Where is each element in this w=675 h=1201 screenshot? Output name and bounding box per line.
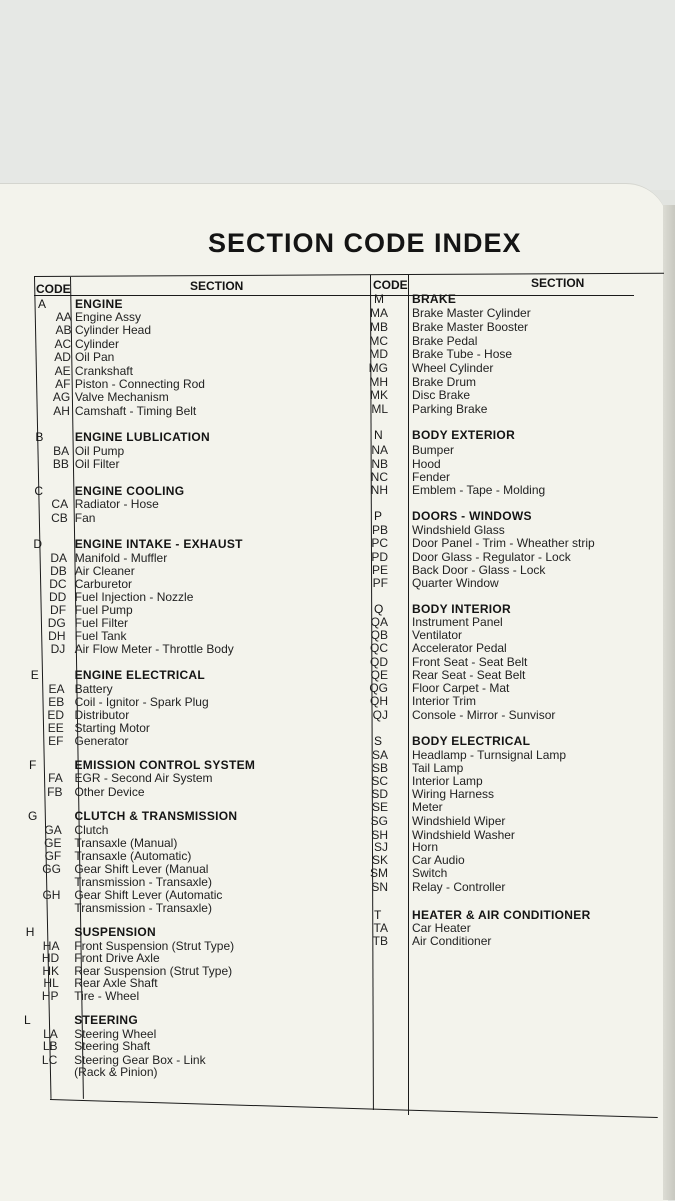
table-header-divider bbox=[34, 295, 634, 296]
section-name: Crankshaft bbox=[74, 364, 133, 378]
section-name: Camshaft - Timing Belt bbox=[74, 404, 197, 418]
section-code: HA bbox=[42, 939, 60, 953]
section-group-title: EMISSION CONTROL SYSTEM bbox=[74, 758, 256, 772]
section-name: Air Flow Meter - Throttle Body bbox=[74, 642, 234, 656]
section-code: FA bbox=[48, 771, 63, 785]
section-name: Steering Gear Box - Link bbox=[74, 1053, 206, 1067]
section-name: Floor Carpet - Mat bbox=[412, 681, 510, 695]
section-code: Q bbox=[374, 602, 384, 616]
section-name: Headlamp - Turnsignal Lamp bbox=[412, 748, 567, 762]
section-code: GA bbox=[44, 823, 62, 837]
section-name: Gear Shift Lever (Manual bbox=[74, 862, 209, 876]
section-code: A bbox=[38, 297, 47, 311]
section-name: Door Panel - Trim - Wheather strip bbox=[412, 536, 595, 550]
section-code: C bbox=[34, 484, 44, 498]
section-name: Brake Pedal bbox=[412, 334, 478, 348]
section-code: DA bbox=[50, 551, 68, 565]
section-name: Generator bbox=[74, 734, 129, 748]
section-name: Fan bbox=[74, 511, 96, 525]
section-code: SA bbox=[371, 748, 388, 762]
section-name: Windshield Wiper bbox=[412, 814, 506, 828]
section-name: Oil Pan bbox=[74, 350, 115, 364]
section-name: Oil Filter bbox=[74, 457, 120, 471]
section-code: QC bbox=[370, 641, 388, 655]
section-code: DF bbox=[50, 603, 67, 617]
section-group-title: STEERING bbox=[74, 1013, 138, 1027]
section-name: Battery bbox=[74, 682, 113, 696]
section-code: CA bbox=[51, 497, 69, 511]
section-code: HP bbox=[41, 989, 59, 1003]
section-name: Manifold - Muffler bbox=[74, 551, 168, 565]
section-code: QJ bbox=[372, 708, 388, 722]
section-name: Door Glass - Regulator - Lock bbox=[412, 550, 571, 564]
section-name: Horn bbox=[412, 840, 439, 854]
section-code: SB bbox=[371, 761, 388, 775]
section-group-title: HEATER & AIR CONDITIONER bbox=[412, 908, 591, 922]
section-name: Air Conditioner bbox=[412, 934, 492, 948]
section-code: AH bbox=[53, 404, 70, 418]
section-code: GH bbox=[42, 888, 61, 902]
section-code: SM bbox=[370, 866, 388, 880]
section-name: Emblem - Tape - Molding bbox=[412, 483, 546, 497]
section-name: Wiring Harness bbox=[412, 787, 495, 801]
section-name: Switch bbox=[412, 866, 448, 880]
section-code: AE bbox=[54, 364, 71, 378]
section-code: E bbox=[30, 668, 39, 682]
section-code: QB bbox=[370, 628, 388, 642]
background-wall bbox=[0, 0, 675, 190]
section-code: DH bbox=[48, 629, 66, 643]
section-name: Fuel Filter bbox=[74, 616, 128, 630]
section-code: HD bbox=[41, 951, 60, 965]
section-code: TA bbox=[373, 921, 388, 935]
section-code: QA bbox=[370, 615, 388, 629]
section-code: CB bbox=[51, 511, 68, 525]
section-name: Distributor bbox=[74, 708, 130, 722]
section-code: MD bbox=[369, 347, 388, 361]
section-name: Front Seat - Seat Belt bbox=[412, 655, 528, 669]
section-code: SK bbox=[371, 853, 388, 867]
section-code: L bbox=[24, 1013, 31, 1027]
section-name: Car Heater bbox=[412, 921, 471, 935]
page-title: SECTION CODE INDEX bbox=[208, 228, 522, 258]
section-name: Interior Trim bbox=[412, 694, 477, 708]
section-code: EE bbox=[47, 721, 64, 735]
section-code: S bbox=[374, 734, 383, 748]
section-code: LC bbox=[41, 1053, 58, 1067]
section-name: Accelerator Pedal bbox=[412, 641, 507, 655]
section-name: Steering Wheel bbox=[74, 1027, 157, 1041]
section-name: Piston - Connecting Rod bbox=[74, 377, 205, 391]
section-code: P bbox=[374, 509, 383, 523]
section-code: D bbox=[33, 537, 42, 551]
section-group-title: ENGINE COOLING bbox=[74, 484, 185, 498]
section-name: Clutch bbox=[74, 823, 109, 837]
section-code: PD bbox=[371, 550, 388, 564]
section-name: Cylinder Head bbox=[74, 323, 152, 337]
section-name: Disc Brake bbox=[412, 388, 471, 402]
right-section-header: SECTION bbox=[531, 276, 585, 290]
section-code: PE bbox=[371, 563, 388, 577]
section-code: GF bbox=[44, 849, 62, 863]
section-name: Coil - Ignitor - Spark Plug bbox=[74, 695, 209, 709]
section-name: Interior Lamp bbox=[412, 774, 483, 788]
section-name: Relay - Controller bbox=[412, 880, 506, 894]
section-group-title: ENGINE ELECTRICAL bbox=[74, 668, 206, 682]
section-code: MH bbox=[369, 375, 388, 389]
section-code: ED bbox=[47, 708, 64, 722]
section-name: Brake Drum bbox=[412, 375, 477, 389]
section-name: Brake Master Booster bbox=[412, 320, 529, 334]
section-code: GG bbox=[42, 862, 61, 876]
section-code: TB bbox=[372, 934, 388, 948]
section-name: Other Device bbox=[74, 785, 145, 799]
section-name: Transmission - Transaxle) bbox=[74, 875, 212, 889]
section-code: PB bbox=[371, 523, 388, 537]
left-code-header: CODE bbox=[36, 282, 71, 296]
section-code: MK bbox=[370, 388, 388, 402]
section-group-title: ENGINE LUBLICATION bbox=[74, 430, 211, 444]
section-code: QD bbox=[370, 655, 388, 669]
section-name: Wheel Cylinder bbox=[412, 361, 494, 375]
section-name: Front Drive Axle bbox=[74, 951, 160, 965]
section-name: Carburetor bbox=[74, 577, 133, 591]
section-code: QE bbox=[370, 668, 388, 682]
section-name: Brake Tube - Hose bbox=[412, 347, 513, 361]
section-code: PC bbox=[371, 536, 388, 550]
section-code: AF bbox=[55, 377, 71, 391]
section-code: QG bbox=[369, 681, 388, 695]
left-section-header: SECTION bbox=[190, 279, 244, 293]
section-code: HL bbox=[43, 976, 59, 990]
section-name: Bumper bbox=[412, 443, 455, 457]
section-code: QH bbox=[370, 694, 388, 708]
section-code: AD bbox=[54, 350, 71, 364]
section-name: Instrument Panel bbox=[412, 615, 503, 629]
section-group-title: ENGINE INTAKE - EXHAUST bbox=[74, 537, 243, 551]
section-name: Rear Seat - Seat Belt bbox=[412, 668, 526, 682]
section-code: NB bbox=[371, 457, 388, 471]
section-code: F bbox=[29, 758, 37, 772]
section-name: Gear Shift Lever (Automatic bbox=[74, 888, 223, 902]
section-name: Engine Assy bbox=[74, 310, 142, 324]
section-code: T bbox=[374, 908, 382, 922]
section-group-title: BODY ELECTRICAL bbox=[412, 734, 531, 748]
section-group-title: CLUTCH & TRANSMISSION bbox=[74, 809, 238, 823]
section-code: FB bbox=[47, 785, 63, 799]
section-code: EB bbox=[48, 695, 65, 709]
section-name: Transaxle (Manual) bbox=[74, 836, 178, 850]
section-code: MA bbox=[370, 306, 388, 320]
section-code: SH bbox=[371, 828, 388, 842]
section-name: Windshield Washer bbox=[412, 828, 515, 842]
section-group-title: BODY EXTERIOR bbox=[412, 428, 516, 442]
section-group-title: BODY INTERIOR bbox=[412, 602, 512, 616]
section-name: Ventilator bbox=[412, 628, 463, 642]
section-code: SE bbox=[371, 800, 388, 814]
section-name: Transaxle (Automatic) bbox=[74, 849, 192, 863]
section-name: Fuel Injection - Nozzle bbox=[74, 590, 194, 604]
section-code: DG bbox=[47, 616, 66, 630]
section-name: Front Suspension (Strut Type) bbox=[74, 939, 235, 953]
section-name: Tire - Wheel bbox=[74, 989, 140, 1003]
section-name: Back Door - Glass - Lock bbox=[412, 563, 546, 577]
section-code: NH bbox=[370, 483, 388, 497]
section-code: M bbox=[374, 292, 384, 306]
section-code: SD bbox=[371, 787, 388, 801]
section-name: Parking Brake bbox=[412, 402, 488, 416]
section-code: N bbox=[374, 428, 383, 442]
section-name: Hood bbox=[412, 457, 441, 471]
section-code: BA bbox=[53, 444, 70, 458]
section-name: Tail Lamp bbox=[412, 761, 464, 775]
section-code: DJ bbox=[50, 642, 66, 656]
section-name: Valve Mechanism bbox=[74, 390, 169, 404]
section-code: MG bbox=[368, 361, 388, 375]
section-code: ML bbox=[371, 402, 388, 416]
section-name: Quarter Window bbox=[412, 576, 499, 590]
section-name: Air Cleaner bbox=[74, 564, 135, 578]
section-name: Rear Suspension (Strut Type) bbox=[74, 964, 233, 978]
section-code: DB bbox=[50, 564, 67, 578]
section-name: Radiator - Hose bbox=[74, 497, 159, 511]
section-name: Fender bbox=[412, 470, 451, 484]
section-code: SG bbox=[370, 814, 388, 828]
section-code: NC bbox=[370, 470, 388, 484]
section-name: Starting Motor bbox=[74, 721, 150, 735]
section-name: Oil Pump bbox=[74, 444, 125, 458]
section-code: AC bbox=[54, 337, 72, 351]
section-name: Windshield Glass bbox=[412, 523, 505, 537]
section-code: AG bbox=[52, 390, 71, 404]
section-group-title: DOORS - WINDOWS bbox=[412, 509, 532, 523]
section-code: SC bbox=[371, 774, 388, 788]
section-group-title: SUSPENSION bbox=[74, 925, 156, 939]
section-name: Steering Shaft bbox=[74, 1039, 151, 1053]
section-code: DC bbox=[49, 577, 67, 591]
section-name: Console - Mirror - Sunvisor bbox=[412, 708, 556, 722]
section-code: HK bbox=[42, 964, 59, 978]
section-name: Car Audio bbox=[412, 853, 465, 867]
section-group-title: BRAKE bbox=[412, 292, 457, 306]
section-code: G bbox=[28, 809, 38, 823]
right-code-divider bbox=[408, 275, 409, 1115]
section-code: MC bbox=[369, 334, 388, 348]
section-group-title: ENGINE bbox=[75, 297, 123, 311]
section-name: Transmission - Transaxle) bbox=[74, 901, 212, 915]
section-name: Fuel Tank bbox=[74, 629, 127, 643]
section-name: EGR - Second Air System bbox=[74, 771, 213, 785]
section-name: (Rack & Pinion) bbox=[74, 1065, 158, 1079]
section-code: PF bbox=[372, 576, 388, 590]
section-code: EA bbox=[48, 682, 65, 696]
section-name: Rear Axle Shaft bbox=[74, 976, 158, 990]
section-code: NA bbox=[371, 443, 388, 457]
section-name: Fuel Pump bbox=[74, 603, 133, 617]
page-edge bbox=[663, 205, 675, 1200]
section-code: H bbox=[25, 925, 35, 939]
section-code: GE bbox=[44, 836, 62, 850]
section-name: Brake Master Cylinder bbox=[412, 306, 531, 320]
section-code: SJ bbox=[373, 840, 388, 854]
section-code: LB bbox=[42, 1039, 58, 1053]
section-code: SN bbox=[371, 880, 388, 894]
section-code: LA bbox=[43, 1027, 58, 1041]
section-code: AA bbox=[55, 310, 72, 324]
section-code: DD bbox=[48, 590, 67, 604]
right-code-header: CODE bbox=[373, 278, 408, 292]
section-code: BB bbox=[52, 457, 69, 471]
section-code: EF bbox=[48, 734, 64, 748]
section-code: B bbox=[35, 430, 44, 444]
section-code: MB bbox=[370, 320, 388, 334]
section-name: Meter bbox=[412, 800, 443, 814]
section-code: AB bbox=[55, 323, 72, 337]
section-name: Cylinder bbox=[74, 337, 119, 351]
